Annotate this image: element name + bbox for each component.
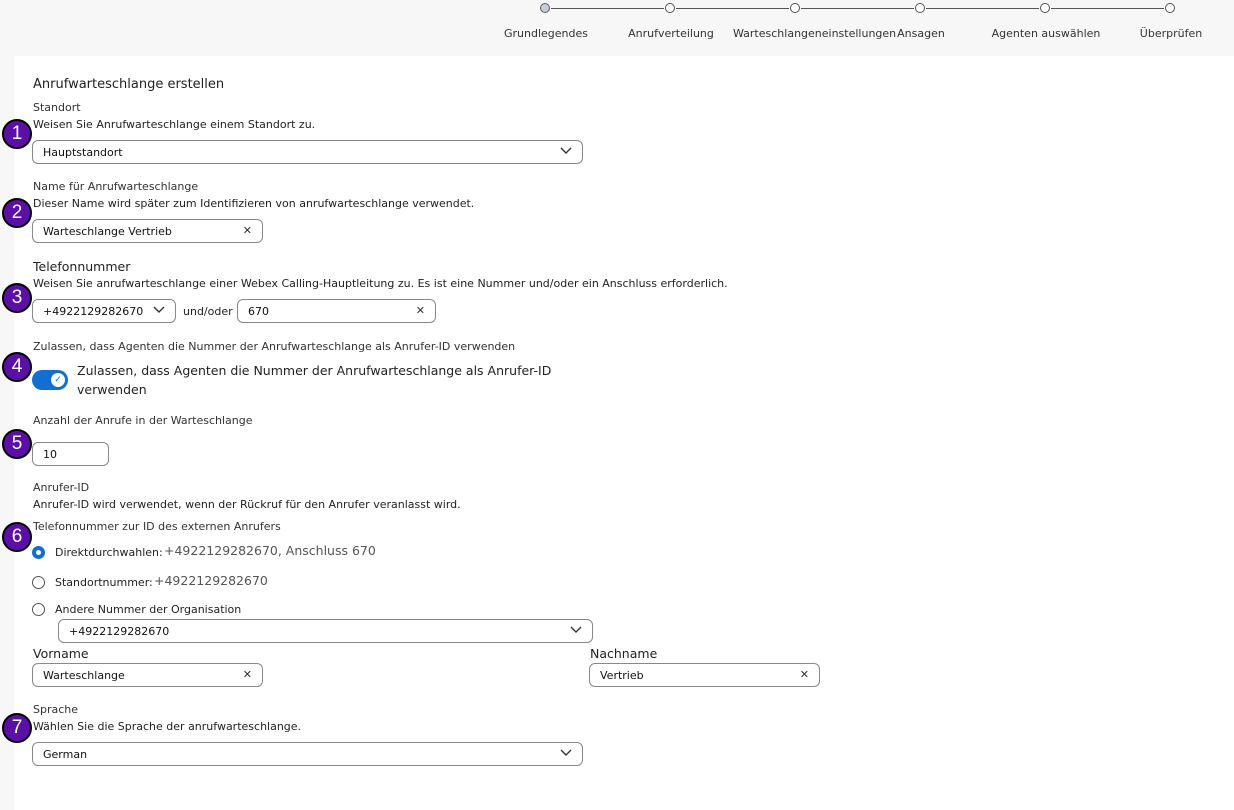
name-label: Name für Anrufwarteschlange <box>33 180 199 193</box>
radio-location-number-value: +4922129282670 <box>154 573 268 588</box>
allow-callerid-toggle-text: Zulassen, dass Agenten die Nummer der Anrufwarteschlange als Anrufer-ID <box>77 363 552 378</box>
last-name-label: Nachname <box>590 646 658 661</box>
step-label-anrufverteilung[interactable]: Anrufverteilung <box>628 27 714 40</box>
last-name-value: Vertrieb <box>600 669 644 682</box>
step-badge-6: 6 <box>2 522 32 552</box>
step-dot-ueberpruefen[interactable] <box>1165 3 1175 13</box>
step-label-grundlegendes[interactable]: Grundlegendes <box>504 27 588 40</box>
step-label-ansagen[interactable]: Ansagen <box>897 27 945 40</box>
step-connector <box>801 8 914 9</box>
other-number-select[interactable] <box>58 619 593 643</box>
step-dot-anrufverteilung[interactable] <box>665 3 675 13</box>
clear-icon[interactable]: ✕ <box>415 304 425 317</box>
location-desc: Weisen Sie Anrufwarteschlange einem Standort zu. <box>33 118 316 131</box>
wizard-stepper <box>0 0 1234 56</box>
step-badge-2: 2 <box>2 198 32 228</box>
other-number-value: +4922129282670 <box>69 625 170 638</box>
first-name-input[interactable] <box>32 663 263 687</box>
clear-icon[interactable]: ✕ <box>242 224 252 237</box>
page-title: Anrufwarteschlange erstellen <box>33 77 225 92</box>
queue-size-label: Anzahl der Anrufe in der Warteschlange <box>33 414 253 427</box>
language-desc: Wählen Sie die Sprache der anrufwarteschlange. <box>33 720 302 733</box>
name-value: Warteschlange Vertrieb <box>43 225 172 238</box>
location-value: Hauptstandort <box>43 146 123 159</box>
chevron-down-icon <box>153 306 165 314</box>
step-connector <box>926 8 1039 9</box>
step-badge-1: 1 <box>2 119 32 149</box>
phone-number-value: +4922129282670 <box>43 305 144 318</box>
radio-location-number[interactable] <box>32 576 45 589</box>
step-label-agenten[interactable]: Agenten auswählen <box>991 27 1101 40</box>
step-label-ueberpruefen[interactable]: Überprüfen <box>1139 27 1203 40</box>
radio-direct-line-value: +4922129282670, Anschluss 670 <box>164 543 376 558</box>
step-badge-7: 7 <box>2 713 32 743</box>
radio-other-number-label[interactable]: Andere Nummer der Organisation <box>55 603 242 616</box>
radio-location-number-label[interactable]: Standortnummer: <box>55 576 153 589</box>
step-connector <box>1051 8 1164 9</box>
radio-direct-line[interactable] <box>32 546 45 559</box>
phone-label: Telefonnummer <box>33 259 131 274</box>
phone-desc: Weisen Sie anrufwarteschlange einer Webex Calling-Hauptleitung zu. Es ist eine Nummer und/oder ein Anschluss erforderlich. <box>33 277 728 290</box>
first-name-value: Warteschlange <box>43 669 125 682</box>
language-select[interactable] <box>32 742 583 766</box>
allow-callerid-toggle-text-2: verwenden <box>77 382 147 397</box>
extension-value: 670 <box>248 305 269 318</box>
name-input[interactable] <box>32 219 263 243</box>
step-badge-3: 3 <box>2 283 32 313</box>
step-badge-5: 5 <box>2 429 32 459</box>
chevron-down-icon <box>570 626 582 634</box>
callerid-label: Anrufer-ID <box>33 481 90 494</box>
step-connector <box>676 8 789 9</box>
step-dot-agenten[interactable] <box>1040 3 1050 13</box>
step-dot-warteschlangeneinstellungen[interactable] <box>790 3 800 13</box>
last-name-input[interactable] <box>589 663 820 687</box>
location-select[interactable] <box>32 140 583 164</box>
allow-callerid-label: Zulassen, dass Agenten die Nummer der Anrufwarteschlange als Anrufer-ID verwenden <box>33 340 516 353</box>
step-dot-ansagen[interactable] <box>915 3 925 13</box>
location-label: Standort <box>33 101 81 114</box>
extension-input[interactable] <box>237 299 436 323</box>
clear-icon[interactable]: ✕ <box>242 668 252 681</box>
language-value: German <box>43 748 88 761</box>
allow-callerid-toggle[interactable] <box>32 370 68 390</box>
chevron-down-icon <box>560 147 572 155</box>
queue-size-value: 10 <box>43 448 57 461</box>
step-connector <box>551 8 664 9</box>
chevron-down-icon <box>560 749 572 757</box>
and-or-text: und/oder <box>183 305 233 318</box>
name-desc: Dieser Name wird später zum Identifizieren von anrufwarteschlange verwendet. <box>33 197 475 210</box>
radio-other-number[interactable] <box>32 603 45 616</box>
check-icon: ✓ <box>51 373 65 387</box>
queue-size-input[interactable] <box>32 442 109 466</box>
language-label: Sprache <box>33 703 79 716</box>
step-badge-4: 4 <box>2 352 32 382</box>
step-label-warteschlangeneinstellungen[interactable]: Warteschlangeneinstellungen <box>733 27 897 40</box>
callerid-desc: Anrufer-ID wird verwendet, wenn der Rückruf für den Anrufer veranlasst wird. <box>33 498 461 511</box>
step-dot-grundlegendes[interactable] <box>540 3 550 13</box>
clear-icon[interactable]: ✕ <box>799 668 809 681</box>
external-callerid-label: Telefonnummer zur ID des externen Anrufers <box>33 520 281 533</box>
phone-number-select[interactable] <box>32 299 176 323</box>
form-panel <box>14 56 1234 810</box>
radio-direct-line-label[interactable]: Direktdurchwahlen: <box>55 546 163 559</box>
first-name-label: Vorname <box>33 646 89 661</box>
